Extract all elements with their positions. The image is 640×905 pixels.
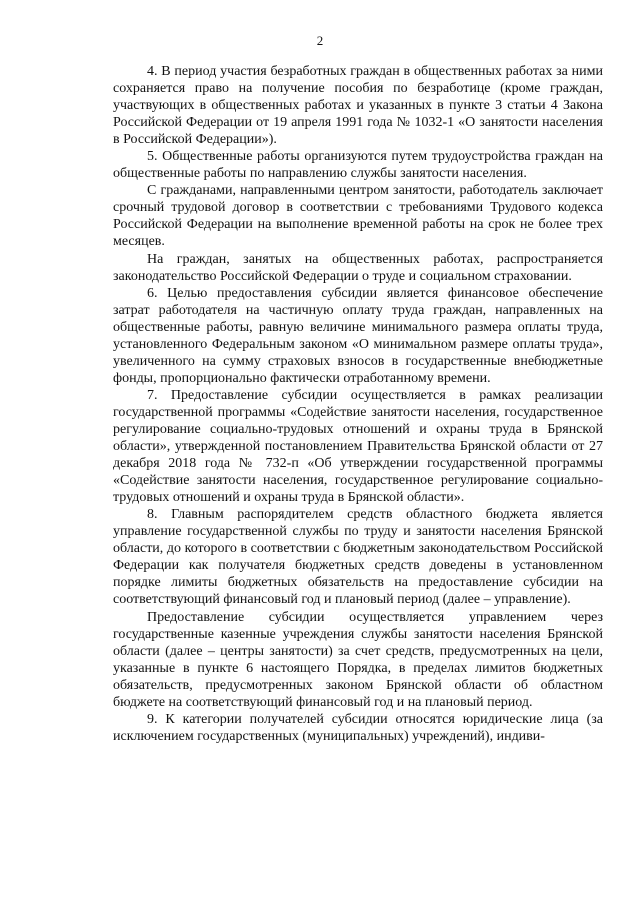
paragraph-subsidy-provision: Предоставление субсидии осуществляется управлением через государственные казенные учреждения службы занятости населения Брянской области (далее – центры занятости) за счет средств, предусмотренных на цели, указанные в пункте 6 настоящего Порядка, в пределах лимитов бюджетных обязательств, предусмотренных законом Брянской области об областном бюджете на соответствующий финансовый год и на плановый период. — [113, 609, 603, 710]
paragraph-item-9: 9. К категории получателей субсидии относятся юридические лица (за исключением государственных (муниципальных) учреждений), индиви- — [113, 711, 603, 744]
paragraph-item-8: 8. Главным распорядителем средств областного бюджета является управление государственной службы по труду и занятости населения Брянской области, до которого в соответствии с бюджетным законодательством Российской Федерации как получателя бюджетных средств доведены в установленном порядке лимиты бюджетных обязательств на предоставление субсидии на соответствующий финансовый год и плановый период (далее – управление). — [113, 507, 603, 608]
paragraph-labor-law: На граждан, занятых на общественных работах, распространяется законодательство Российской Федерации о труде и социальном страховании. — [113, 251, 603, 284]
paragraph-employment-contract: С гражданами, направленными центром занятости, работодатель заключает срочный трудовой договор в соответствии с требованиями Трудового кодекса Российской Федерации на выполнение временной работы на срок не более трех месяцев. — [113, 183, 603, 250]
paragraph-item-5: 5. Общественные работы организуются путем трудоустройства граждан на общественные работы по направлению службы занятости населения. — [113, 149, 603, 182]
page-number: 2 — [316, 33, 324, 48]
paragraph-item-4: 4. В период участия безработных граждан в общественных работах за ними сохраняется право на получение пособия по безработице (кроме граждан, участвующих в общественных работах и указанных в пункте 3 статьи 4 Закона Российской Федерации от 19 апреля 1991 года № 1032-1 «О занятости населения в Российской Федерации»). — [113, 64, 603, 148]
paragraph-item-6: 6. Целью предоставления субсидии является финансовое обеспечение затрат работодателя на частичную оплату труда граждан, направленных на общественные работы, равную величине минимального размера оплаты труда, установленного Федеральным законом «О минимальном размере оплаты труда», увеличенного на сумму страховых взносов в государственные внебюджетные фонды, пропорционально фактически отработанному времени. — [113, 285, 603, 386]
document-body — [113, 63, 603, 745]
paragraph-item-7: 7. Предоставление субсидии осуществляется в рамках реализации государственной программы «Содействие занятости населения, государственное регулирование социально-трудовых отношений и охраны труда в Брянской области», утвержденной постановлением Правительства Брянской области от 27 декабря 2018 года № 732-п «Об утверждении государственной программы «Содействие занятости населения, государственное регулирование социально-трудовых отношений и охраны труда в Брянской области». — [113, 387, 603, 506]
